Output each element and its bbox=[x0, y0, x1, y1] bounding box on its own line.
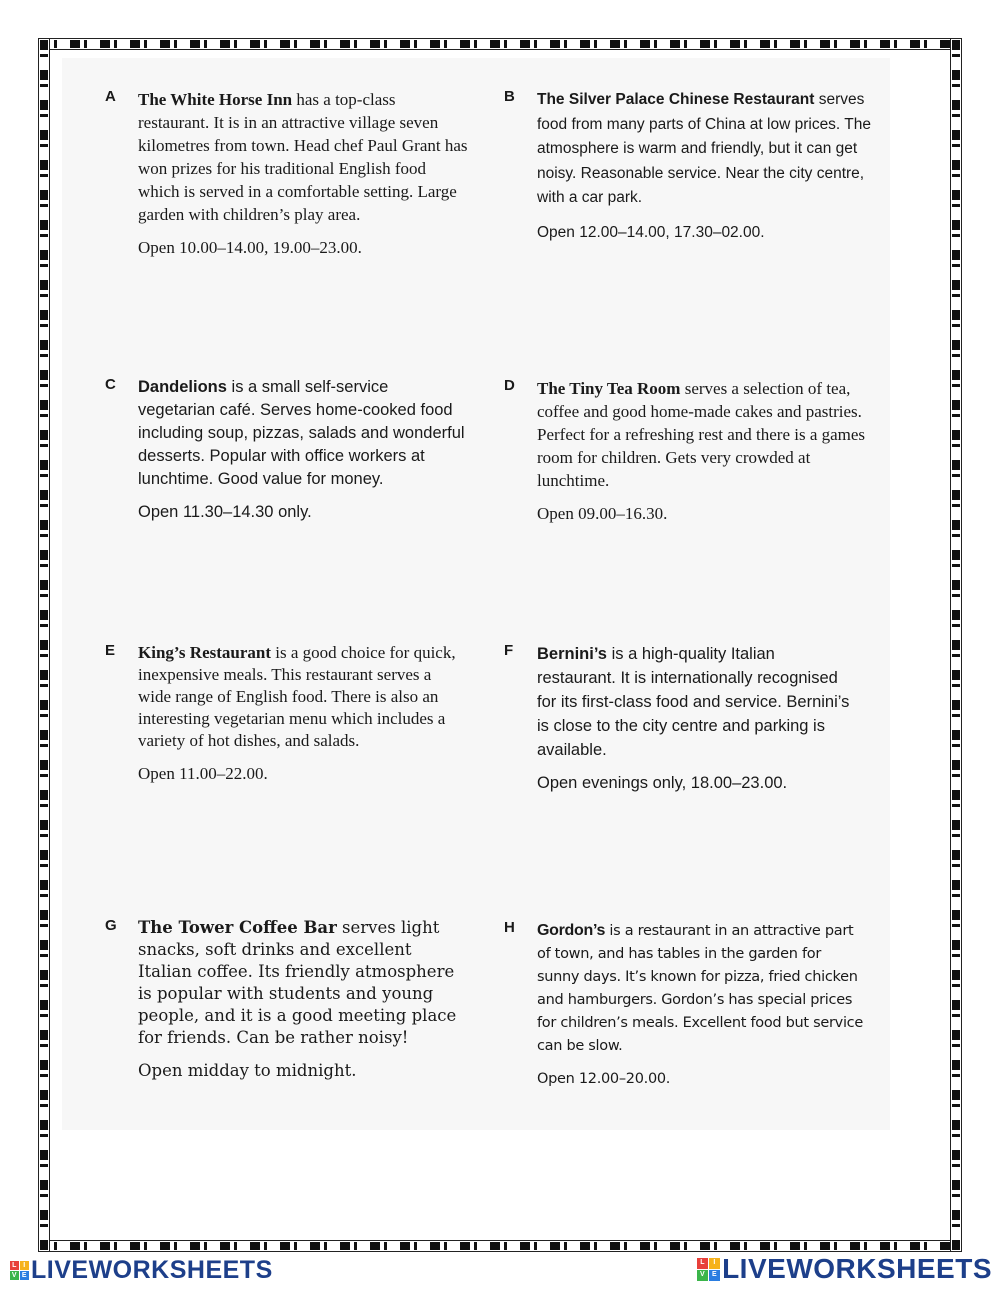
entry-a bbox=[105, 88, 468, 259]
entry-letter: F bbox=[504, 642, 514, 659]
opening-hours: Open midday to midnight. bbox=[138, 1061, 357, 1080]
entry-text: is a high-quality Italian restaurant. It is internationally recognised for its first-class food and service. Bernini’s is close to the city centre and parking is available. bbox=[537, 645, 850, 759]
entry-body bbox=[537, 88, 887, 211]
logo-letter: E bbox=[21, 1272, 28, 1279]
entry-b bbox=[504, 88, 887, 244]
logo-letter: V bbox=[11, 1272, 18, 1279]
logo-letter: I bbox=[709, 1258, 720, 1269]
entry-text: serves a selection of tea, coffee and good home-made cakes and pastries. Perfect for a refreshing rest and there is a games room for children. Gets very crowded at lunchtime. bbox=[537, 379, 866, 490]
entry-letter: E bbox=[105, 642, 116, 659]
restaurant-name: The Tiny Tea Room bbox=[537, 379, 681, 398]
liveworksheets-logo-left bbox=[10, 1256, 273, 1285]
entry-text: has a top-class restaurant. It is in an attractive village seven kilometres from town. Head chef Paul Grant has won prizes for his traditional English food which is served in a comfortable setting. Large garden with children’s play area. bbox=[138, 90, 468, 224]
logo-letter: L bbox=[697, 1258, 708, 1269]
entry-d bbox=[504, 377, 867, 525]
entry-body bbox=[138, 642, 458, 752]
entry-c bbox=[105, 376, 468, 524]
restaurant-name: Dandelions bbox=[138, 378, 227, 396]
entry-body bbox=[138, 88, 468, 226]
entry-h bbox=[504, 919, 867, 1091]
entry-text: serves food from many parts of China at low prices. The atmosphere is warm and friendly, but it can get noisy. Reasonable service. Near the city centre, with a car park. bbox=[537, 91, 871, 206]
restaurant-name: Bernini’s bbox=[537, 645, 607, 663]
entry-letter: H bbox=[504, 919, 515, 936]
entry-letter: G bbox=[105, 917, 117, 934]
border-top bbox=[38, 38, 962, 50]
entry-text: serves light snacks, soft drinks and excellent Italian coffee. Its friendly atmosphere is popular with students and young people, and it is a good meeting place for friends. Can be rather noisy! bbox=[138, 918, 457, 1047]
logo-letter: I bbox=[20, 1261, 29, 1270]
entry-letter: A bbox=[105, 88, 116, 105]
entry-body bbox=[537, 919, 867, 1058]
liveworksheets-icon bbox=[697, 1258, 720, 1281]
logo-letter: L bbox=[10, 1261, 19, 1270]
entry-body bbox=[138, 376, 468, 491]
entry-e bbox=[105, 642, 458, 785]
entry-text: is a good choice for quick, inexpensive meals. This restaurant serves a wide range of English food. There is also an interesting vegetarian menu which includes a variety of hot dishes, and salads. bbox=[138, 643, 456, 750]
border-right bbox=[950, 38, 962, 1252]
restaurant-name: The Tower Coffee Bar bbox=[138, 918, 337, 937]
restaurant-name: Gordon’s bbox=[537, 922, 606, 939]
opening-hours: Open evenings only, 18.00–23.00. bbox=[537, 774, 788, 792]
entry-text: is a restaurant in an attractive part of town, and has tables in the garden for sunny days. It’s known for pizza, fried chicken and hamburgers. Gordon’s has special prices for children’s meals. Excellent food but service can be slow. bbox=[537, 923, 863, 1054]
opening-hours: Open 12.00–20.00. bbox=[537, 1071, 671, 1087]
liveworksheets-icon bbox=[10, 1261, 29, 1280]
logo-letter: V bbox=[697, 1270, 708, 1281]
restaurant-name: The White Horse Inn bbox=[138, 90, 293, 109]
opening-hours: Open 09.00–16.30. bbox=[537, 504, 668, 523]
entry-body bbox=[138, 917, 468, 1049]
brand-text: LIVEWORKSHEETS bbox=[722, 1253, 992, 1284]
opening-hours: Open 11.30–14.30 only. bbox=[138, 503, 312, 521]
border-left bbox=[38, 38, 50, 1252]
entry-f bbox=[504, 642, 857, 795]
entry-g bbox=[105, 917, 468, 1082]
entry-text: is a small self-service vegetarian café. Serves home-cooked food including soup, pizzas, salads and wonderful desserts. Popular with office workers at lunchtime. Good value for money. bbox=[138, 378, 465, 488]
border-bottom bbox=[38, 1240, 962, 1252]
brand-text: LIVEWORKSHEETS bbox=[31, 1256, 273, 1284]
restaurant-name: King’s Restaurant bbox=[138, 643, 272, 662]
entry-body bbox=[537, 642, 857, 762]
entry-body bbox=[537, 377, 867, 492]
logo-letter: E bbox=[709, 1270, 720, 1281]
restaurant-name: The Silver Palace Chinese Restaurant bbox=[537, 91, 815, 108]
liveworksheets-logo-right bbox=[697, 1253, 992, 1285]
opening-hours: Open 10.00–14.00, 19.00–23.00. bbox=[138, 238, 362, 257]
entry-letter: C bbox=[105, 376, 116, 393]
opening-hours: Open 12.00–14.00, 17.30–02.00. bbox=[537, 223, 765, 241]
entry-letter: B bbox=[504, 88, 515, 105]
entry-letter: D bbox=[504, 377, 515, 394]
opening-hours: Open 11.00–22.00. bbox=[138, 764, 268, 783]
